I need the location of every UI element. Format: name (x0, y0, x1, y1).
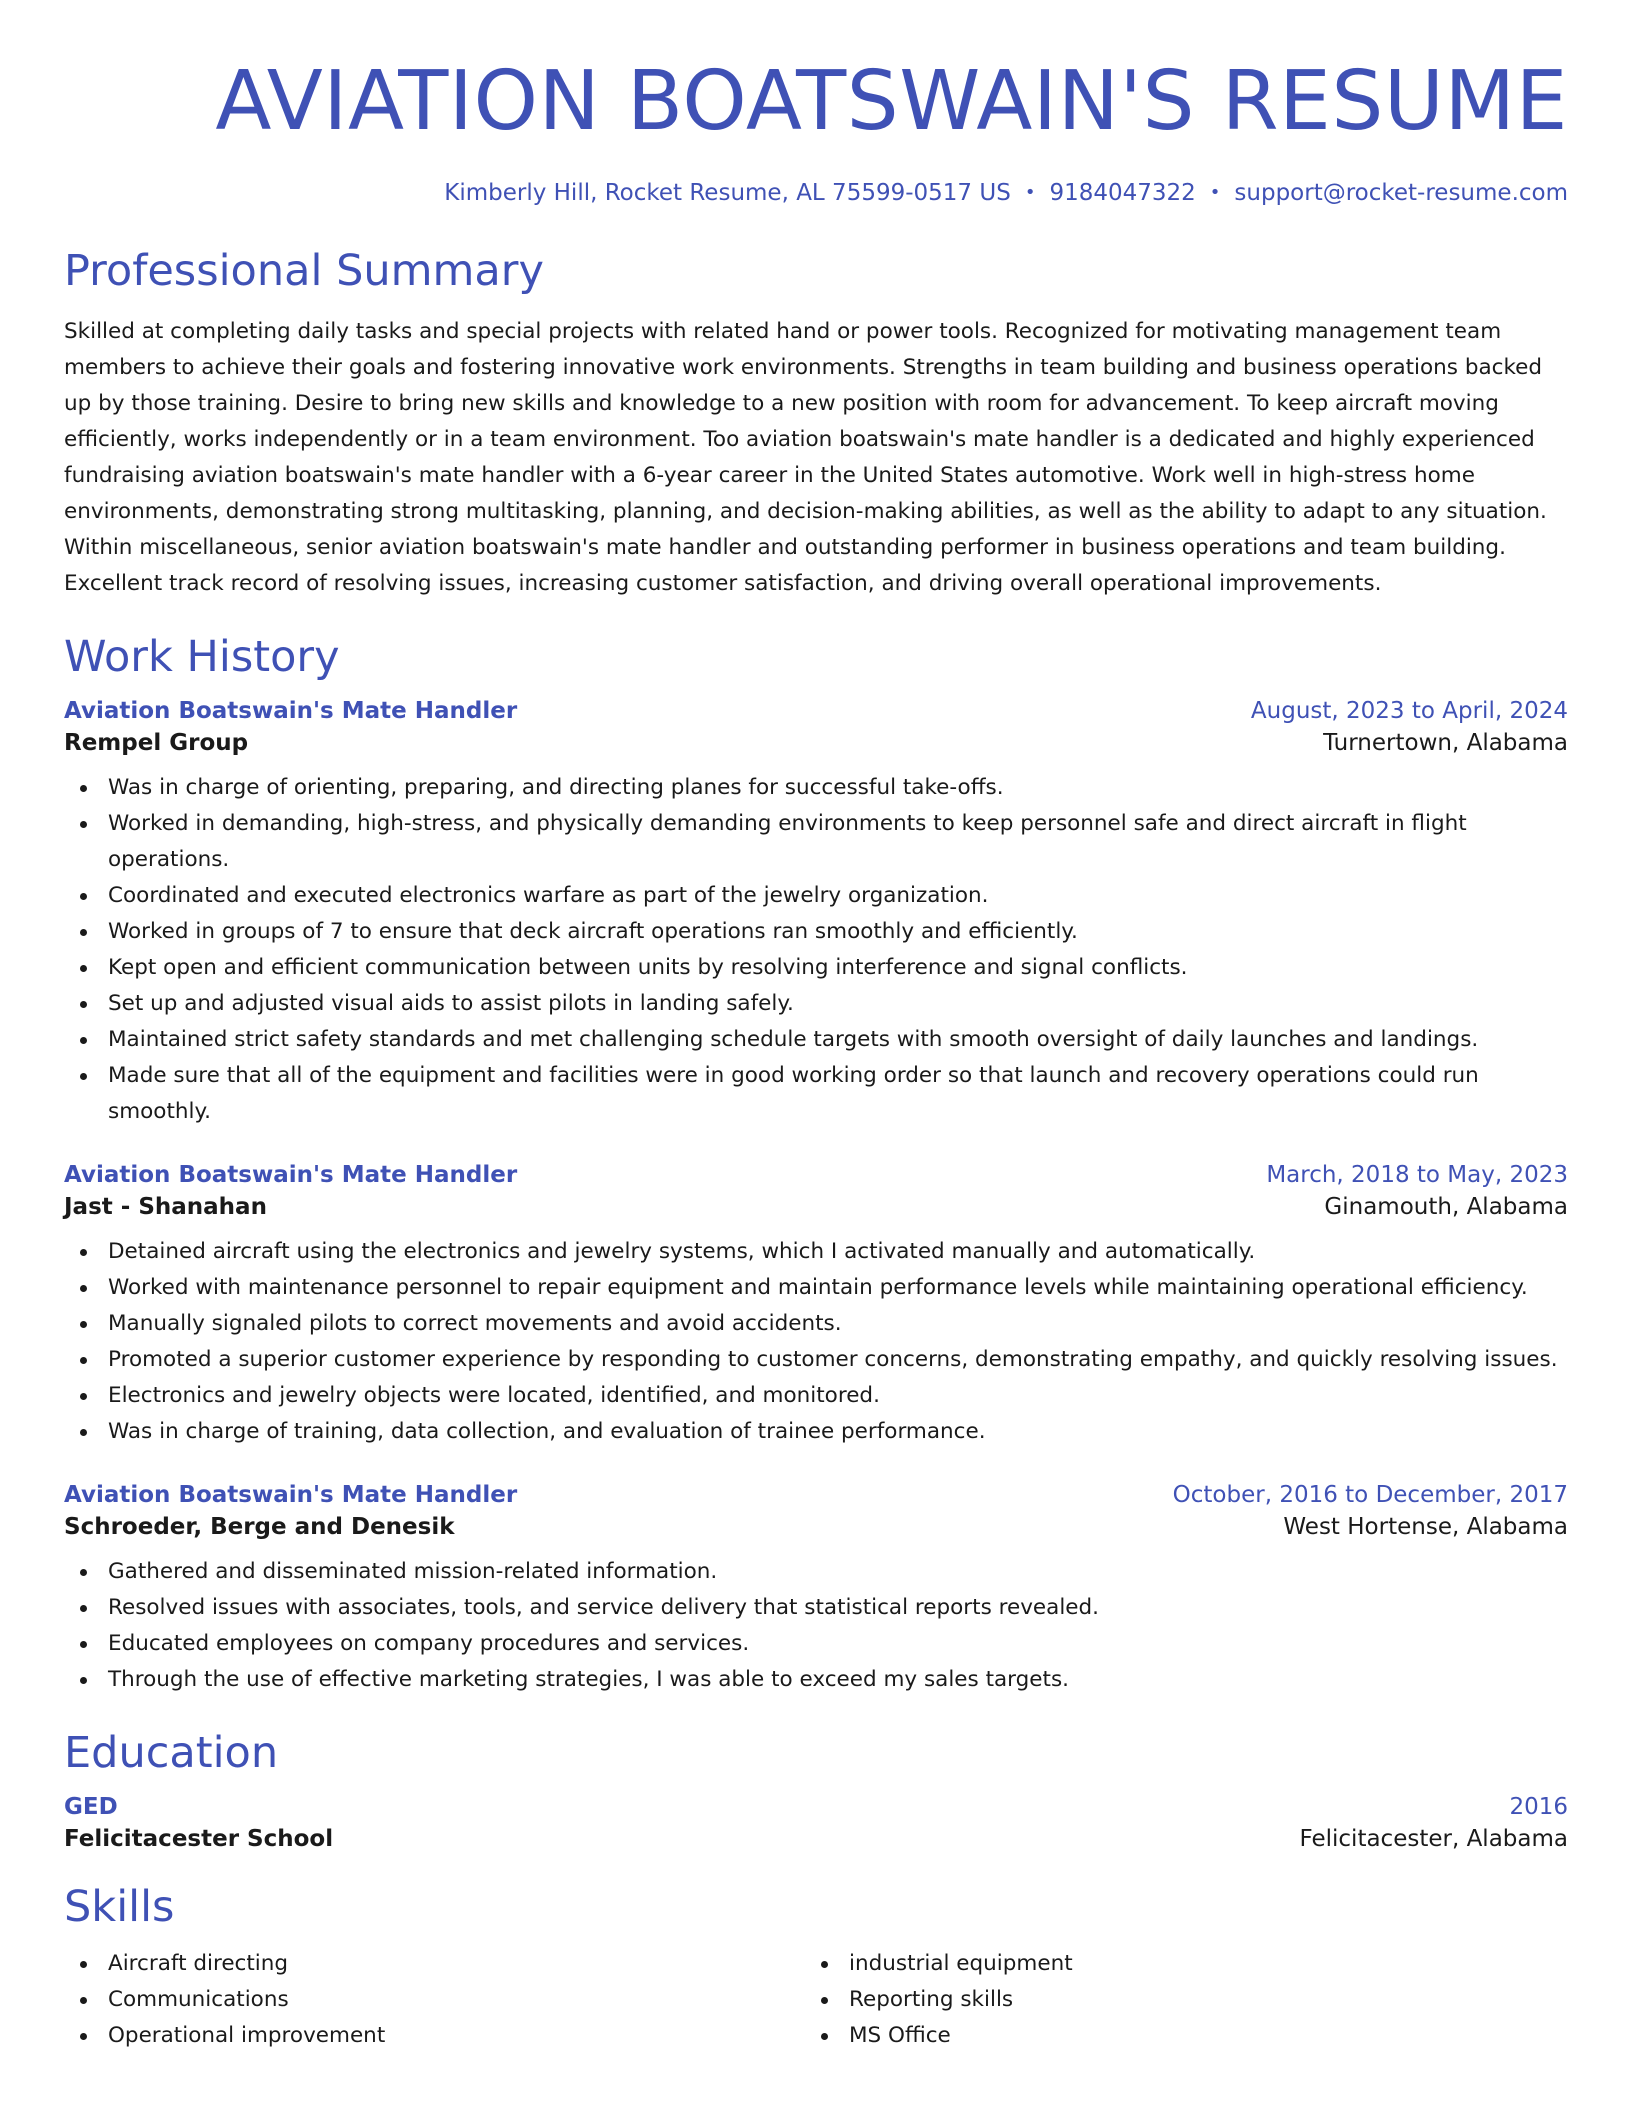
section-heading-skills: Skills (64, 1882, 175, 1932)
contact-email[interactable]: support@rocket-resume.com (1234, 180, 1568, 206)
job-title: Aviation Boatswain's Mate Handler (64, 1482, 518, 1508)
list-item: Resolved issues with associates, tools, and service delivery that statistical reports revealed. (80, 1590, 1568, 1626)
school-location: Felicitacester, Alabama (1299, 1826, 1568, 1852)
skill-item: Reporting skills (821, 1982, 1546, 2018)
contact-address: Kimberly Hill, Rocket Resume, AL 75599-0517 US (444, 180, 1011, 206)
job-entry (64, 1162, 1568, 1450)
section-heading-summary: Professional Summary (64, 246, 544, 296)
job-title: Aviation Boatswain's Mate Handler (64, 1162, 518, 1188)
list-item: Through the use of effective marketing strategies, I was able to exceed my sales targets. (80, 1662, 1568, 1698)
contact-phone: 9184047322 (1049, 180, 1196, 206)
job-dates: August, 2023 to April, 2024 (1250, 698, 1568, 724)
list-item: Was in charge of training, data collection, and evaluation of trainee performance. (80, 1414, 1568, 1450)
skills-column-right (805, 1946, 1546, 2054)
summary-text: Skilled at completing daily tasks and special projects with related hand or power tools. Recognized for motivating management team members to achieve their goals and fostering innovative work environments. Strengths in team building and business operations backed up by those training. Desire to bring new skills and knowledge to a new position with room for advancement. To keep aircraft moving efficiently, works independently or in a team environment. Too aviation boatswain's mate handler is a dedicated and highly experienced fundraising aviation boatswain's mate handler with a 6-year career in the United States automotive. Work well in high-stress home environments, demonstrating strong multitasking, planning, and decision-making abilities, as well as the ability to adapt to any situation. Within miscellaneous, senior aviation boatswain's mate handler and outstanding performer in business operations and team building. Excellent track record of resolving issues, increasing customer satisfaction, and driving overall operational improvements. (64, 319, 1547, 596)
skills-grid (64, 1946, 1568, 2054)
contact-separator: • (1024, 182, 1036, 203)
job-location: Turnertown, Alabama (1323, 730, 1568, 756)
job-bullets (64, 770, 1568, 1130)
summary-section (64, 246, 1568, 602)
skill-item: MS Office (821, 2018, 1546, 2054)
section-heading-education: Education (64, 1728, 279, 1778)
list-item: Promoted a superior customer experience by responding to customer concerns, demonstrating empathy, and quickly resolving issues. (80, 1342, 1568, 1378)
job-bullets (64, 1554, 1568, 1698)
list-item: Coordinated and executed electronics warfare as part of the jewelry organization. (80, 878, 1568, 914)
job-dates: March, 2018 to May, 2023 (1266, 1162, 1568, 1188)
list-item: Detained aircraft using the electronics and jewelry systems, which I activated manually and automatically. (80, 1234, 1568, 1270)
contact-separator: • (1209, 182, 1221, 203)
job-title: Aviation Boatswain's Mate Handler (64, 698, 518, 724)
skill-item: Aircraft directing (80, 1946, 805, 1982)
job-dates: October, 2016 to December, 2017 (1172, 1482, 1568, 1508)
list-item: Worked in groups of 7 to ensure that deck aircraft operations ran smoothly and efficiently. (80, 914, 1568, 950)
education-year: 2016 (1509, 1794, 1568, 1820)
degree: GED (64, 1794, 118, 1820)
school-name: Felicitacester School (64, 1826, 334, 1852)
list-item: Maintained strict safety standards and met challenging schedule targets with smooth oversight of daily launches and landings. (80, 1022, 1568, 1058)
job-bullets (64, 1234, 1568, 1450)
skills-list (64, 1946, 805, 2054)
list-item: Set up and adjusted visual aids to assist pilots in landing safely. (80, 986, 1568, 1022)
list-item: Electronics and jewelry objects were located, identified, and monitored. (80, 1378, 1568, 1414)
list-item: Was in charge of orienting, preparing, and directing planes for successful take-offs. (80, 770, 1568, 806)
education-section (64, 1728, 1568, 1852)
skills-column-left (64, 1946, 805, 2054)
company-name: Jast - Shanahan (64, 1194, 267, 1220)
company-name: Rempel Group (64, 730, 249, 756)
page-title: AVIATION BOATSWAIN'S RESUME (215, 54, 1568, 149)
skill-item: Communications (80, 1982, 805, 2018)
list-item: Educated employees on company procedures and services. (80, 1626, 1568, 1662)
job-entry (64, 698, 1568, 1130)
job-location: Ginamouth, Alabama (1324, 1194, 1568, 1220)
list-item: Made sure that all of the equipment and facilities were in good working order so that launch and recovery operations could run smoothly. (80, 1058, 1568, 1130)
skills-section (64, 1882, 1568, 2054)
job-entry (64, 1482, 1568, 1698)
company-name: Schroeder, Berge and Denesik (64, 1514, 455, 1540)
list-item: Worked in demanding, high-stress, and physically demanding environments to keep personnel safe and direct aircraft in flight operations. (80, 806, 1568, 878)
skills-list (805, 1946, 1546, 2054)
section-heading-work-history: Work History (64, 632, 340, 682)
list-item: Manually signaled pilots to correct movements and avoid accidents. (80, 1306, 1568, 1342)
work-history-section (64, 632, 1568, 1698)
list-item: Kept open and efficient communication between units by resolving interference and signal conflicts. (80, 950, 1568, 986)
skill-item: industrial equipment (821, 1946, 1546, 1982)
skill-item: Operational improvement (80, 2018, 805, 2054)
contact-line (64, 178, 1568, 208)
list-item: Worked with maintenance personnel to repair equipment and maintain performance levels while maintaining operational efficiency. (80, 1270, 1568, 1306)
list-item: Gathered and disseminated mission-related information. (80, 1554, 1568, 1590)
job-location: West Hortense, Alabama (1283, 1514, 1568, 1540)
